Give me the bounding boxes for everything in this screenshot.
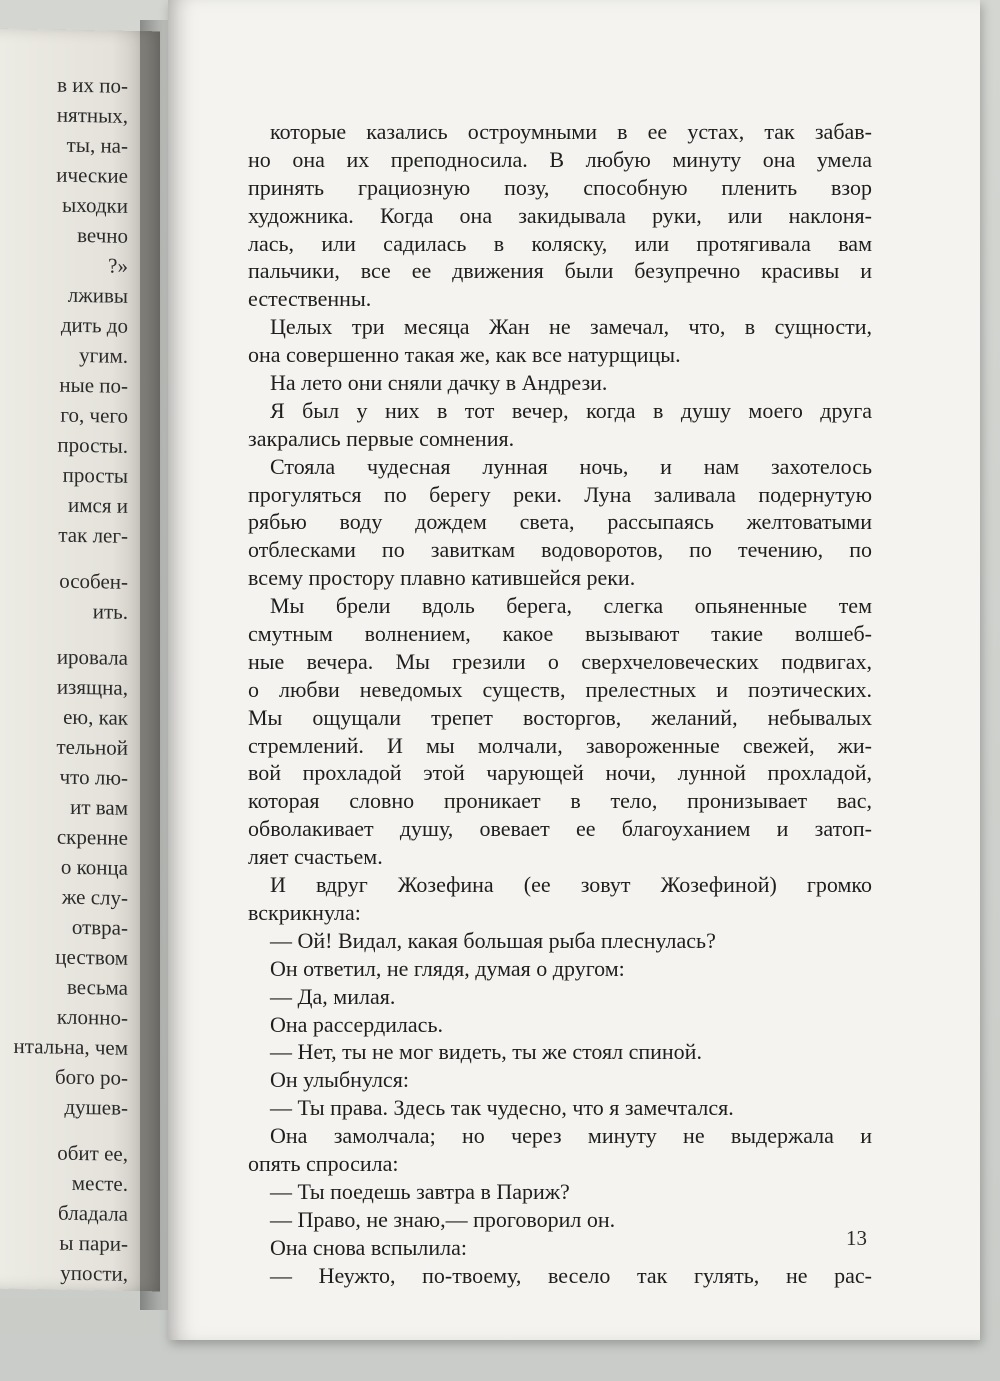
text-line: смутным волнением, какое вызывают такие волшеб- xyxy=(248,621,872,647)
left-page-line: в их по- xyxy=(57,72,128,98)
left-page-line: нятных, xyxy=(56,102,128,128)
left-page-line: что лю- xyxy=(59,764,128,790)
left-page-line: вечно xyxy=(77,222,128,248)
text-line: стремлений. И мы молчали, завороженные свежей, жи- xyxy=(248,732,872,758)
text-line: прогуляться по берегу реки. Луна заливала подернутую xyxy=(248,481,872,507)
left-page-line: имся и xyxy=(68,492,128,518)
left-page-line: лживы xyxy=(67,282,128,308)
left-page-line: душев- xyxy=(64,1094,128,1120)
left-page-line: упости, xyxy=(60,1260,128,1286)
text-line: Мы брели вдоль берега, слегка опьяненные тем xyxy=(270,593,872,619)
text-line: ляет счастьем. xyxy=(248,844,383,870)
left-page-line: месте. xyxy=(71,1170,128,1196)
left-page-line: изящна, xyxy=(56,674,128,700)
text-line: На лето они сняли дачку в Андрези. xyxy=(270,370,608,396)
text-line: пальчики, все ее движения были безупречно красивы и xyxy=(248,258,872,284)
right-page xyxy=(168,0,980,1340)
text-line: закрались первые сомнения. xyxy=(248,425,515,451)
left-page-line: обит ее, xyxy=(57,1140,128,1166)
text-line: отблесками по завиткам водоворотов, по течению, по xyxy=(248,537,872,563)
left-page-line: же слу- xyxy=(61,884,128,910)
text-line: Я был у них в тот вечер, когда в душу моего друга xyxy=(270,397,872,423)
text-line: Целых три месяца Жан не замечал, что, в сущности, xyxy=(270,314,872,340)
text-line: всему простору плавно катившейся реки. xyxy=(248,565,636,591)
text-line: Она снова вспылила: xyxy=(270,1234,468,1260)
left-page-line: ею, как xyxy=(63,704,128,730)
text-line: И вдруг Жозефина (ее зовут Жозефиной) громко xyxy=(270,872,872,898)
left-page-line: ные по- xyxy=(59,372,128,398)
left-page-line: ?» xyxy=(108,253,128,278)
left-page-line: ты, на- xyxy=(66,132,128,158)
text-line: Он ответил, не глядя, думая о другом: xyxy=(270,955,625,981)
text-line: опять спросила: xyxy=(248,1150,399,1176)
text-line: Мы ощущали трепет восторгов, желаний, небывалых xyxy=(248,704,872,730)
left-page-line: бладала xyxy=(58,1200,128,1226)
text-line: которая словно проникает в тело, пронизывает вас, xyxy=(248,788,872,814)
page-body-text xyxy=(248,118,872,1289)
left-page-line: просты. xyxy=(57,432,128,458)
text-line: — Ой! Видал, какая большая рыба плеснулась? xyxy=(270,927,716,953)
text-line: Она рассердилась. xyxy=(270,1011,443,1037)
text-line: но она их преподносила. В любую минуту она умела xyxy=(248,146,872,172)
text-line: художника. Когда она закидывала руки, или наклоня- xyxy=(248,202,872,228)
left-page-line: тельной xyxy=(56,734,128,760)
text-line: о любви неведомых существ, прелестных и поэтических. xyxy=(248,676,872,702)
text-line: — Ты права. Здесь так чудесно, что я замечтался. xyxy=(270,1095,734,1121)
left-page-line: весьма xyxy=(66,974,128,1000)
text-line: — Неужто, по-твоему, весело так гулять, не рас- xyxy=(270,1262,872,1288)
left-page-line: ировала xyxy=(56,644,128,670)
text-line: Она замолчала; но через минуту не выдержала и xyxy=(270,1123,872,1149)
text-line: Стояла чудесная лунная ночь, и нам захотелось xyxy=(270,453,872,479)
left-page-line: цеством xyxy=(55,944,128,970)
text-line: вскрикнула: xyxy=(248,899,361,925)
left-page-line: нтальна, чем xyxy=(13,1033,128,1060)
text-line: — Право, не знаю,— проговорил он. xyxy=(270,1206,616,1232)
left-page-line: дить до xyxy=(60,312,128,338)
left-page-line: просты xyxy=(62,462,128,488)
text-line: рябью воду дождем света, рассыпаясь желтоватыми xyxy=(248,509,872,535)
left-page-text xyxy=(0,69,128,1289)
text-line: ные вечера. Мы грезили о сверхчеловеческих подвигах, xyxy=(248,648,872,674)
left-page-line: ит вам xyxy=(70,794,128,820)
left-page-line: клонно- xyxy=(56,1004,128,1030)
left-page-line: ические xyxy=(56,162,128,188)
text-line: которые казались остроумными в ее устах, так забав- xyxy=(270,119,872,144)
text-line: она совершенно такая же, как все натурщицы. xyxy=(248,342,681,368)
left-page-line: особен- xyxy=(59,568,128,594)
left-page xyxy=(0,29,160,1292)
left-page-line: ы пари- xyxy=(59,1230,128,1256)
left-page-line: ыходки xyxy=(62,192,128,218)
text-line: — Нет, ты не мог видеть, ты же стоял спиной. xyxy=(270,1039,702,1065)
left-page-line: бого ро- xyxy=(54,1064,128,1090)
left-page-line: угим. xyxy=(79,342,128,368)
text-line: принять грациозную позу, способную пленить взор xyxy=(248,174,872,200)
text-line: — Да, милая. xyxy=(270,983,396,1009)
text-line: лась, или садилась в коляску, или протягивала вам xyxy=(248,230,872,256)
left-page-line: скренне xyxy=(56,824,128,850)
left-page-line: ить. xyxy=(92,599,128,624)
text-line: естественны. xyxy=(248,286,372,312)
left-page-line: го, чего xyxy=(60,402,128,428)
text-line: — Ты поедешь завтра в Париж? xyxy=(270,1178,570,1204)
page-number: 13 xyxy=(846,1226,867,1250)
left-page-line: отвра- xyxy=(71,914,128,940)
text-line: Он улыбнулся: xyxy=(270,1067,409,1093)
text-line: вой прохладой этой чарующей ночи, лунной прохладой, xyxy=(248,760,872,786)
left-page-line: о конца xyxy=(60,854,128,880)
text-line: обволакивает душу, овевает ее благоуханием и затоп- xyxy=(248,816,872,842)
left-page-line: так лег- xyxy=(58,522,128,548)
